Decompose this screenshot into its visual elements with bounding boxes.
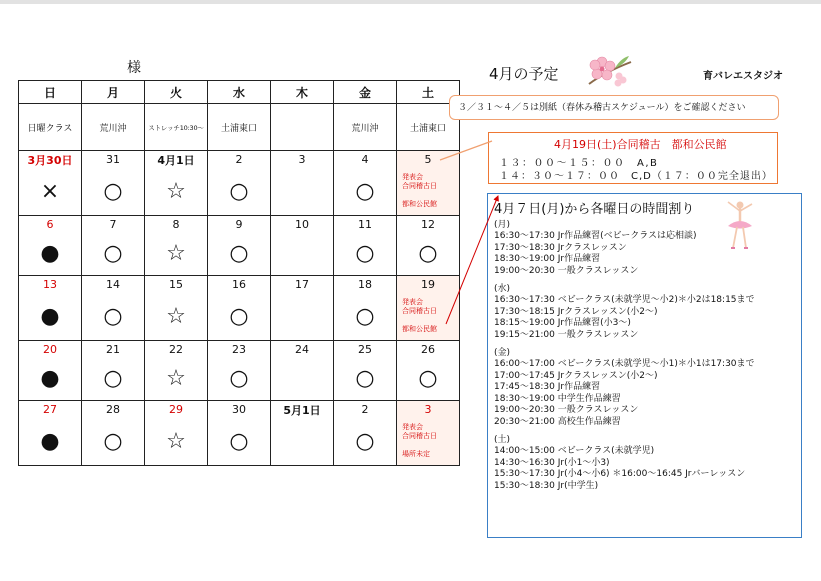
timetable-line: 20:30～21:00 高校生作品練習 [494,416,621,427]
spring-break-notice: ３／３１～４／５は別紙（春休み稽古スケジュール）をご確認ください [449,95,779,120]
date-cell: 17 [271,276,334,294]
mark-cell: ○ [397,358,460,401]
timetable-line: 19:00～20:30 一般クラスレッスン [494,265,639,276]
mark-cell: ○ [82,168,145,216]
mark-cell: ☆ [145,168,208,216]
timetable-line: 17:00～17:45 Jrクラスレッスン(小2～) [494,370,658,381]
date-cell: 30 [208,401,271,419]
timetable-line: 18:15～19:00 Jr作品練習(小3～) [494,318,631,328]
mark-cell: ○ [208,168,271,216]
timetable-line: 18:30～19:00 Jr作品練習 [494,254,601,264]
weekday-mon: 月 [82,81,145,104]
mark-cell: ● [19,293,82,341]
arrow-to-apr19 [446,196,498,324]
mark-cell: ● [19,418,82,466]
event-time-line: １４：３０～１７：００ C,D（１７：００完全退出） [499,171,773,182]
note-line: 都和公民館 [402,324,437,333]
mark-cell: ○ [82,358,145,401]
date-cell: 2 [334,401,397,419]
date-cell: 3 [271,151,334,169]
mark-cell: ○ [208,418,271,466]
weekday-thu: 木 [271,81,334,104]
note-line: 合同稽古日 [402,307,437,316]
class-mon: 荒川沖 [82,104,145,151]
date-cell: 9 [208,216,271,234]
date-cell: 23 [208,341,271,359]
date-cell: 27 [19,401,82,419]
mark-cell: ○ [334,418,397,466]
mark-cell: ○ [82,293,145,341]
mark-cell: ☆ [145,358,208,401]
date-cell: 2 [208,151,271,169]
addressee-label: 様 [127,60,141,76]
mark-cell: ○ [82,418,145,466]
timetable-line: 15:30～18:30 Jr(中学生) [494,480,599,491]
section-day: (土) [494,435,511,445]
date-cell: 6 [19,216,82,234]
class-wed: 土浦東口 [208,104,271,151]
timetable-line: 14:00～15:00 ベビークラス(未就学児) [494,446,655,456]
timetable-line: 19:15～21:00 一般クラスレッスン [494,329,639,340]
date-cell: 29 [145,401,208,419]
arrow-to-apr5 [440,141,492,160]
timetable-line: 17:30～18:30 Jrクラスレッスン [494,242,627,253]
section-day: (月) [494,220,511,230]
timetable-line: 16:30～17:30 Jr作品練習(ベビークラスは応相談) [494,231,697,241]
date-cell: 11 [334,216,397,234]
date-cell: 31 [82,151,145,169]
date-cell: 10 [271,216,334,234]
date-cell: 26 [397,341,460,359]
mark-cell: ○ [82,233,145,276]
timetable-line: 17:45～18:30 Jr作品練習 [494,382,601,392]
timetable-line: 19:00～20:30 一般クラスレッスン [494,405,639,415]
mark-cell: ☆ [145,293,208,341]
timetable-line: 18:30～19:00 中学生作品練習 [494,393,621,404]
section-day: (金) [494,348,511,358]
mark-cell: ○ [334,293,397,341]
mark-cell: ○ [208,233,271,276]
note-line: 場所未定 [402,449,430,458]
month-title: 4月の予定 [489,65,559,83]
date-cell: 18 [334,276,397,294]
date-cell: 25 [334,341,397,359]
event-title: 4月19日(土)合同稽古 都和公民館 [554,138,727,151]
date-cell: 24 [271,341,334,359]
timetable-title: 4月７日(月)から各曜日の時間割り [494,202,695,217]
weekday-sat: 土 [397,81,460,104]
class-fri: 荒川沖 [334,104,397,151]
date-cell: 4月1日 [145,151,208,169]
date-cell: 8 [145,216,208,234]
weekday-fri: 金 [334,81,397,104]
note-line: 合同稽古日 [402,432,437,441]
date-cell: 28 [82,401,145,419]
timetable-line: 17:30～18:15 Jrクラスレッスン(小2～) [494,306,658,317]
note-line: 発表会 [402,173,423,181]
mark-cell: × [19,168,82,216]
date-cell: 19 [397,276,460,294]
date-cell: 12 [397,216,460,234]
note-line: 合同稽古日 [402,182,437,191]
class-sun: 日曜クラス [19,104,82,151]
date-cell: 21 [82,341,145,359]
mark-cell: ○ [208,293,271,341]
date-cell: 5 [397,151,460,169]
date-cell: 22 [145,341,208,359]
date-cell: 3月30日 [19,151,82,169]
event-time-line: １３：００～１５：００ A,B [499,158,659,169]
timetable-line: 15:30～17:30 Jr(小4～小6) ＊16:00～16:45 Jrバーレッスン [494,469,746,479]
class-tue: ストレッチ10:30～ [145,104,208,151]
date-cell: 13 [19,276,82,294]
weekday-wed: 水 [208,81,271,104]
timetable-line: 16:00～17:00 ベビークラス(未就学児～小1)＊小1は17:30まで [494,359,755,369]
date-cell: 16 [208,276,271,294]
date-cell: 3 [397,401,460,419]
mark-cell: ● [19,358,82,401]
date-cell: 4 [334,151,397,169]
mark-cell: ○ [208,358,271,401]
date-cell: 20 [19,341,82,359]
mark-cell: ○ [334,358,397,401]
weekday-sun: 日 [19,81,82,104]
mark-cell: ☆ [145,233,208,276]
date-cell: 5月1日 [271,401,334,419]
note-line: 発表会 [402,423,423,431]
mark-cell: ○ [334,168,397,216]
date-cell: 14 [82,276,145,294]
date-cell: 15 [145,276,208,294]
studio-name: 育バレエスタジオ [703,71,783,82]
mark-cell: ○ [397,233,460,276]
note-line: 発表会 [402,298,423,306]
class-sat: 土浦東口 [397,104,460,151]
mark-cell: ☆ [145,418,208,466]
timetable-line: 16:30～17:30 ベビークラス(未就学児～小2)＊小2は18:15まで [494,295,755,305]
section-day: (水) [494,284,511,294]
weekday-tue: 火 [145,81,208,104]
timetable-line: 14:30～16:30 Jr(小1～小3) [494,457,610,468]
date-cell: 7 [82,216,145,234]
note-line: 都和公民館 [402,199,437,208]
mark-cell: ● [19,233,82,276]
mark-cell: ○ [334,233,397,276]
